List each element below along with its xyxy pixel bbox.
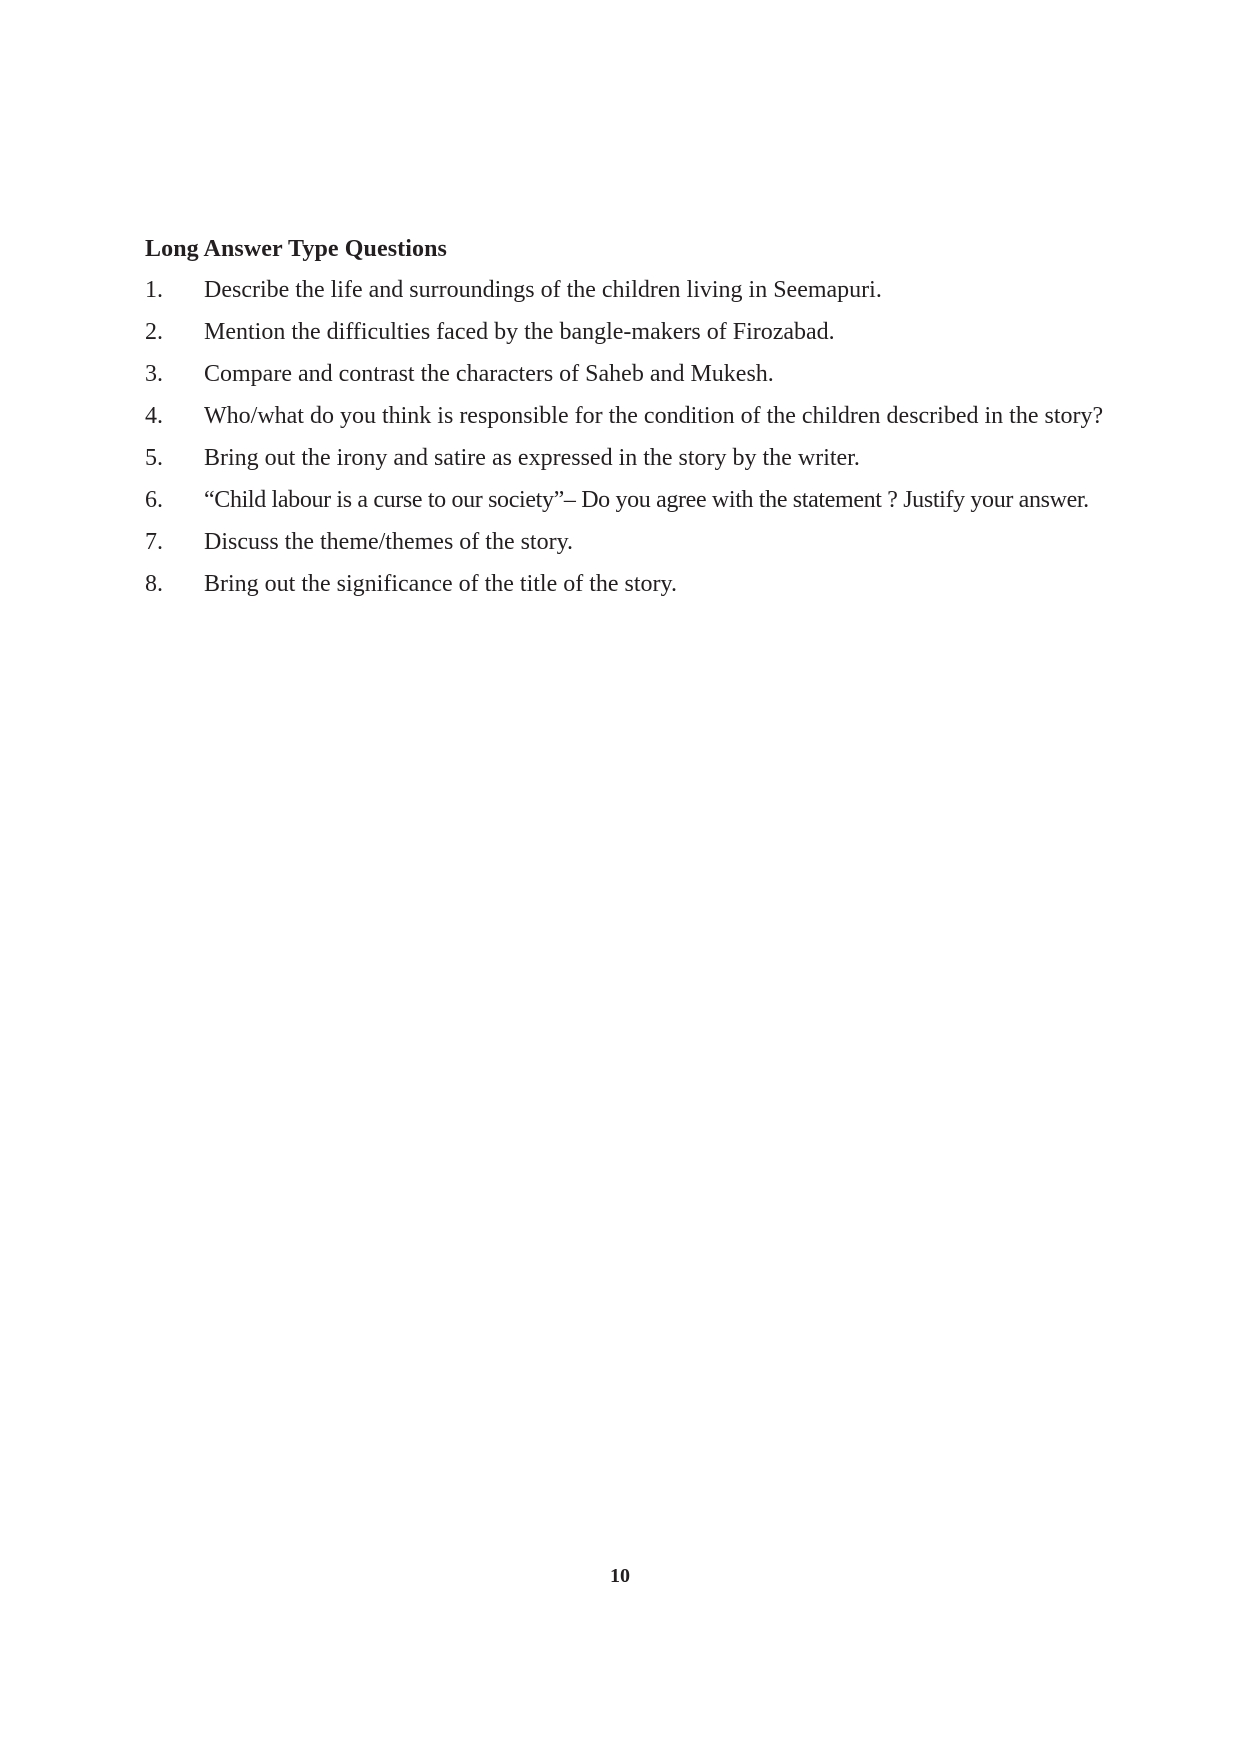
list-item [145,275,1135,305]
question-text: Mention the difficulties faced by the bangle-makers of Firozabad. [204,319,835,345]
question-list [145,275,1135,599]
list-item [145,569,1135,599]
section-heading: Long Answer Type Questions [145,236,448,262]
page-content [145,234,1135,611]
question-number: 7. [145,529,163,555]
question-text: Bring out the significance of the title of the story. [204,571,677,597]
question-number: 3. [145,361,163,387]
question-number: 2. [145,319,163,345]
question-number: 8. [145,571,163,597]
question-text: “Child labour is a curse to our society”– Do you agree with the statement ? Justify your answer. [204,487,1089,513]
list-item [145,527,1135,557]
list-item [145,359,1135,389]
question-text: Compare and contrast the characters of Saheb and Mukesh. [204,361,774,387]
question-text: Who/what do you think is responsible for the condition of the children described in the story? [204,403,1104,429]
list-item [145,401,1135,431]
list-item [145,443,1135,473]
question-text: Describe the life and surroundings of the children living in Seemapuri. [204,277,882,303]
question-number: 5. [145,445,163,471]
question-text: Discuss the theme/themes of the story. [204,529,574,555]
question-number: 4. [145,403,163,429]
page-number: 10 [610,1565,630,1587]
question-number: 6. [145,487,163,513]
question-text: Bring out the irony and satire as expressed in the story by the writer. [204,445,860,471]
question-number: 1. [145,277,163,303]
list-item [145,317,1135,347]
list-item [145,485,1135,515]
